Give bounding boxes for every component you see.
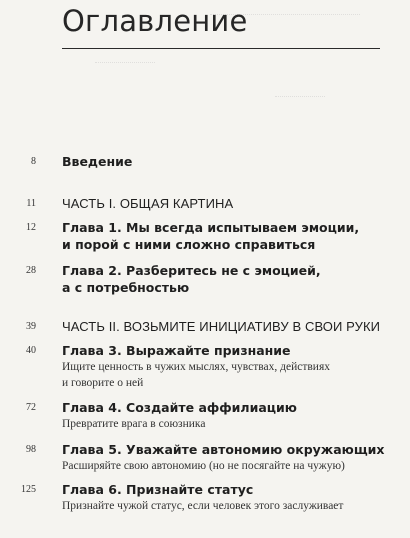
bleed-through-text: [95, 62, 155, 69]
entry-subtitle-line-1: Ищите ценность в чужих мыслях, чувствах, действиях: [62, 361, 330, 373]
page-number: 98: [26, 444, 36, 455]
bleed-through-text: [275, 96, 325, 103]
page-title: Оглавление: [62, 4, 248, 38]
page-number: 125: [21, 484, 36, 495]
entry-title-line-1: Глава 1. Мы всегда испытываем эмоции,: [62, 220, 360, 235]
page-number: 72: [26, 402, 36, 413]
entry-title: Глава 5. Уважайте автономию окружающих: [62, 442, 385, 457]
page-number: 39: [26, 321, 36, 332]
page-number: 28: [26, 265, 36, 276]
title-divider: [62, 48, 380, 49]
entry-title-line-1: Глава 2. Разберитесь не с эмоцией,: [62, 263, 321, 278]
entry-title: ЧАСТЬ I. ОБЩАЯ КАРТИНА: [62, 196, 234, 211]
entry-subtitle: Превратите врага в союзника: [62, 418, 206, 430]
entry-title-line-2: и порой с ними сложно справиться: [62, 237, 316, 252]
entry-title: ЧАСТЬ II. ВОЗЬМИТЕ ИНИЦИАТИВУ В СВОИ РУКИ: [62, 319, 381, 334]
entry-title: Глава 3. Выражайте признание: [62, 343, 291, 358]
entry-subtitle-line-2: и говорите о ней: [62, 377, 144, 389]
entry-subtitle: Расширяйте свою автономию (но не посягайте на чужую): [62, 460, 345, 472]
entry-subtitle: Признайте чужой статус, если человек этого заслуживает: [62, 500, 344, 512]
entry-title: Глава 6. Признайте статус: [62, 482, 254, 497]
page-number: 8: [31, 156, 36, 167]
page-number: 40: [26, 345, 36, 356]
page-number: 12: [26, 222, 36, 233]
page-number: 11: [26, 198, 36, 209]
entry-title: Введение: [62, 154, 133, 169]
entry-title: Глава 4. Создайте аффилиацию: [62, 400, 297, 415]
entry-title-line-2: а с потребностью: [62, 280, 190, 295]
